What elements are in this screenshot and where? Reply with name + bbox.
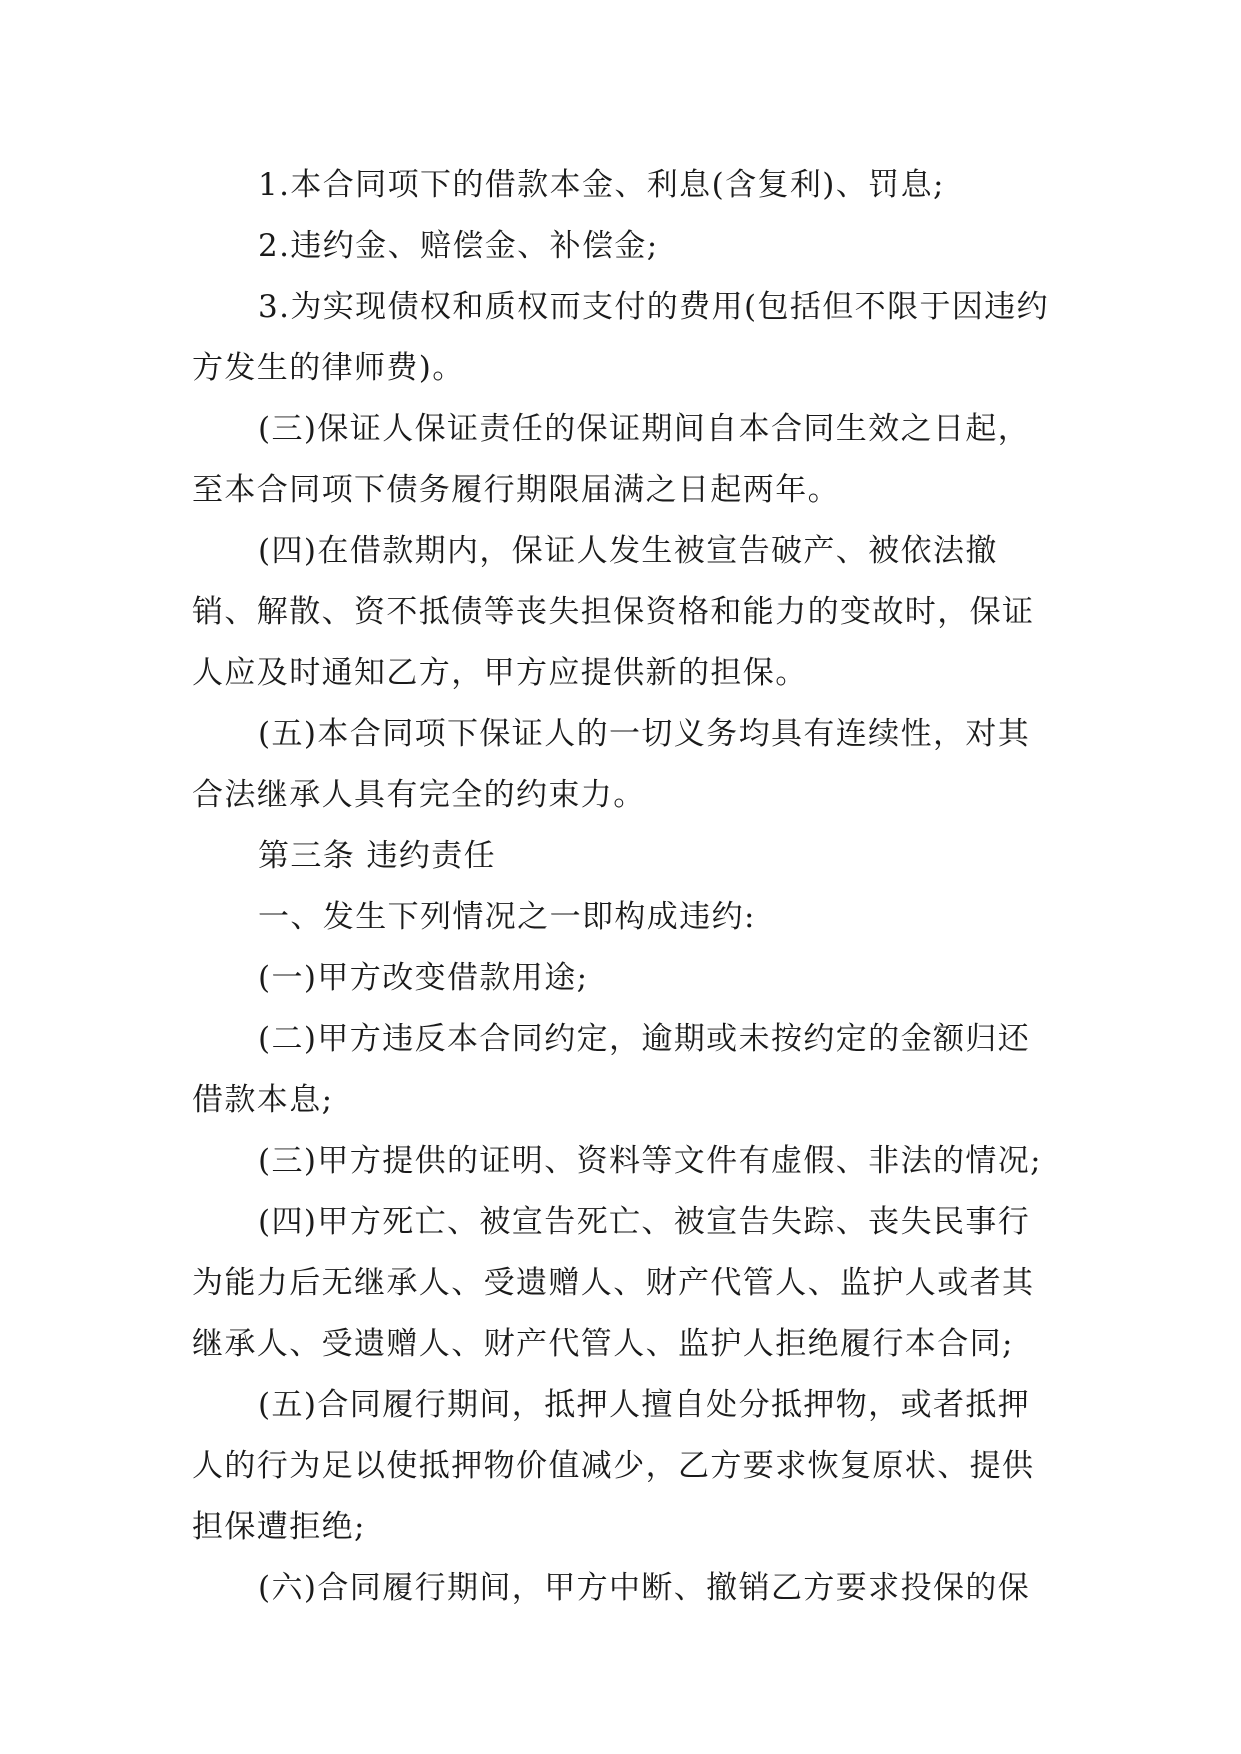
paragraph-default-3: (三)甲方提供的证明、资料等文件有虚假、非法的情况; [258,1143,1043,1179]
paragraph-guarantee-period: (三)保证人保证责任的保证期间自本合同生效之日起，至本合同项下债务履行期限届满之日起两年。 [192,411,1031,508]
document-body [192,155,1052,1619]
paragraph-default-intro: 一、发生下列情况之一即构成违约: [258,899,756,935]
paragraph-guarantor-change: (四)在借款期内，保证人发生被宣告破产、被依法撤销、解散、资不抵债等丧失担保资格和能力的变故时，保证人应及时通知乙方，甲方应提供新的担保。 [192,533,1035,691]
section-heading-article-3: 第三条 违约责任 [258,838,497,874]
paragraph-default-5: (五)合同履行期间，抵押人擅自处分抵押物，或者抵押人的行为足以使抵押物价值减少，乙方要求恢复原状、提供担保遭拒绝; [192,1387,1035,1545]
paragraph-item-3: 3.为实现债权和质权而支付的费用(包括但不限于因违约方发生的律师费)。 [192,289,1050,386]
paragraph-obligation-continuity: (五)本合同项下保证人的一切义务均具有连续性，对其合法继承人具有完全的约束力。 [192,716,1031,813]
paragraph-item-2: 2.违约金、赔偿金、补偿金; [258,228,659,264]
paragraph-default-6: (六)合同履行期间，甲方中断、撤销乙方要求投保的保 [258,1570,1031,1606]
paragraph-default-4: (四)甲方死亡、被宣告死亡、被宣告失踪、丧失民事行为能力后无继承人、受遗赠人、财产代管人、监护人或者其继承人、受遗赠人、财产代管人、监护人拒绝履行本合同; [192,1204,1035,1362]
paragraph-default-2: (二)甲方违反本合同约定，逾期或未按约定的金额归还借款本息; [192,1021,1031,1118]
paragraph-item-1: 1.本合同项下的借款本金、利息(含复利)、罚息; [258,167,945,203]
paragraph-default-1: (一)甲方改变借款用途; [258,960,589,996]
